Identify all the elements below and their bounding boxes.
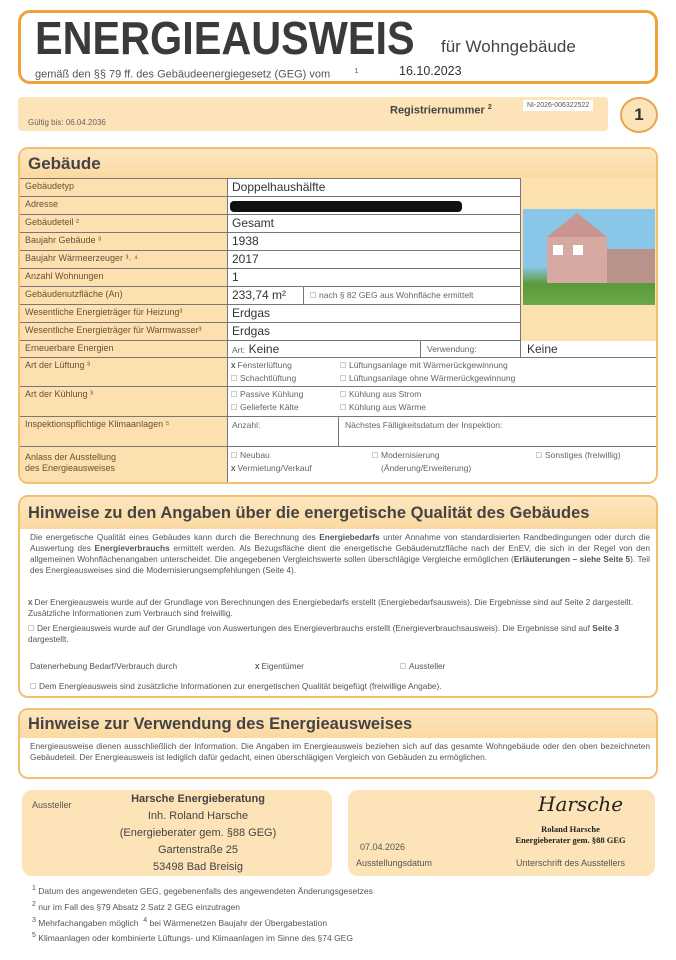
signature-label: Unterschrift des Ausstellers <box>515 858 626 868</box>
checkbox-option[interactable] <box>231 373 296 384</box>
option-text: Lüftungsanlage mit Wärmerückgewinnung <box>349 360 508 370</box>
checkbox-icon <box>340 362 346 368</box>
value-text: Erdgas <box>232 306 271 320</box>
cooling-row <box>20 386 656 416</box>
text: ). Teil des Energieausweises sind die Modernisierungsempfehlungen (Seite 4). <box>30 554 650 575</box>
checked-icon: x <box>28 597 33 607</box>
quality-hints-text <box>30 532 650 576</box>
usage-section <box>18 708 658 779</box>
row-label: Gebäudenutzfläche (An) <box>20 287 227 304</box>
footnote-ref: 2 <box>487 104 492 111</box>
issuer-street: Gartenstraße 25 <box>157 844 239 856</box>
option-text: Aussteller <box>409 661 446 671</box>
usage-heading: Hinweise zur Verwendung des Energieausweises <box>20 710 656 738</box>
option-text: Fensterlüftung <box>237 360 292 370</box>
option-text: Gelieferte Kälte <box>240 402 299 412</box>
checkbox-icon <box>28 625 34 631</box>
building-row <box>20 178 520 196</box>
option-demand-certificate[interactable] <box>28 597 648 619</box>
checkbox-icon <box>340 391 346 397</box>
law-text: gemäß den §§ 79 ff. des Gebäudeenergiegesetz (GEG) vom <box>35 68 331 81</box>
option-text: Der Energieausweis wurde auf der Grundlage von Berechnungen des Energiebedarfs erstellt (Energiebedarfsausweis). Die Ergebnisse sind auf Seite 2 dargestellt. Zusätzliche Informationen zum Verbrauch sind freiwillig. <box>28 597 634 618</box>
checkbox-option[interactable] <box>340 373 515 384</box>
option-text: Kühlung aus Strom <box>349 389 422 399</box>
checkbox-option[interactable] <box>536 450 621 461</box>
text: Die energetische Qualität eines Gebäudes kann durch die Berechnung des <box>30 532 320 542</box>
ac-row <box>20 416 656 446</box>
checkbox-option[interactable] <box>340 389 421 400</box>
checkbox-icon <box>372 452 378 458</box>
building-row <box>20 214 520 232</box>
reason-row <box>20 446 656 484</box>
checkbox-icon <box>231 452 237 458</box>
document-title: ENERGIEAUSWEIS <box>35 12 415 64</box>
signature-box <box>348 790 655 876</box>
use-value: Keine <box>520 341 656 357</box>
issue-date: 07.04.2026 <box>360 842 406 852</box>
checkbox-icon <box>231 391 237 397</box>
option-text: Dem Energieausweis sind zusätzliche Informationen zur energetischen Qualität beigefügt (freiwillige Angabe). <box>39 681 442 691</box>
law-date: 16.10.2023 <box>399 64 462 78</box>
row-label: Inspektionspflichtige Klimaanlagen ⁵ <box>20 417 227 446</box>
checkbox-icon <box>400 663 406 669</box>
row-label: Gebäudeteil ² <box>20 215 227 232</box>
checkbox-icon <box>536 452 542 458</box>
checkbox-icon <box>30 683 36 689</box>
checkbox-option[interactable] <box>372 450 440 461</box>
building-row <box>20 286 520 304</box>
row-label: Baujahr Wärmeerzeuger ³˒ ⁴ <box>20 251 227 268</box>
building-row <box>20 268 520 286</box>
footnote-text: bei Wärmenetzen Baujahr der Übergabestation <box>149 917 328 928</box>
footnotes <box>32 882 373 945</box>
checkbox-option[interactable] <box>231 463 312 474</box>
value-text: 1 <box>232 270 239 284</box>
stamp-name: Roland Harsche <box>541 824 600 834</box>
footnote-5: $^5$ Klimaanlagen oder kombinierte Lüftungs- und Klimaanlagen im Sinne des §74 GEG <box>32 932 353 944</box>
option-consumption-certificate[interactable] <box>28 623 648 645</box>
checkbox-icon <box>310 292 316 298</box>
data-collection-label: Datenerhebung Bedarf/Verbrauch durch <box>30 661 178 671</box>
option-owner[interactable] <box>255 661 304 672</box>
row-value <box>227 179 520 196</box>
row-label: Anzahl Wohnungen <box>20 269 227 286</box>
house-extension <box>607 249 655 283</box>
redacted-address <box>230 201 462 212</box>
checkbox-option[interactable] <box>340 402 426 413</box>
value-text: 2017 <box>232 252 259 266</box>
house-wall <box>547 237 607 283</box>
title-box <box>18 10 658 84</box>
valid-label: Gültig bis: <box>28 118 64 127</box>
option-text: Neubau <box>240 450 270 460</box>
value-text: Gesamt <box>232 216 275 230</box>
row-value <box>227 215 520 232</box>
issuer-address <box>84 791 312 876</box>
document-subtitle: für Wohngebäude <box>441 37 576 56</box>
row-label: Baujahr Gebäude ³ <box>20 233 227 250</box>
checkbox-option[interactable] <box>231 450 270 461</box>
ac-next-inspection: Nächstes Fälligkeitsdatum der Inspektion: <box>338 417 508 446</box>
option-text: dargestellt. <box>28 634 69 644</box>
checked-icon: x <box>231 360 236 370</box>
issuer-name: Harsche Energieberatung <box>131 793 265 805</box>
row-value <box>227 233 520 250</box>
checkbox-option[interactable] <box>231 360 292 371</box>
row-value <box>227 251 520 268</box>
footnote-3-4: $^3$ Mehrfachangaben möglich $^4$ bei Wärmenetzen Baujahr der Übergabestation <box>32 916 328 928</box>
valid-date: 06.04.2036 <box>65 118 106 127</box>
checked-icon: x <box>255 661 260 671</box>
option-text: Schachtlüftung <box>240 373 297 383</box>
registration-bar <box>18 97 608 131</box>
value-text: 233,74 m² <box>232 288 287 302</box>
usage-text: Energieausweise dienen ausschließlich der Information. Die Angaben im Energieausweis beziehen sich auf das gesamte Wohngebäude oder den oben bezeichneten Gebäudeteil. Der Energieausweis ist lediglich dafür gedacht, einen überschlägigen Vergleich von Gebäuden zu ermöglichen. <box>30 741 650 762</box>
note-text: nach § 82 GEG aus Wohnfläche ermittelt <box>319 290 474 300</box>
valid-until <box>28 118 106 128</box>
checkbox-option[interactable] <box>340 360 508 371</box>
ventilation-row <box>20 357 656 386</box>
issuer-city: 53498 Bad Breisig <box>153 861 243 873</box>
issue-date-label: Ausstellungsdatum <box>356 858 433 868</box>
building-row <box>20 196 520 214</box>
row-label: Adresse <box>20 197 227 214</box>
registration-number: NI-2026-006322522 <box>523 100 593 111</box>
building-row <box>20 232 520 250</box>
checked-icon: x <box>231 463 236 473</box>
value-text: Doppelhaushälfte <box>232 180 326 194</box>
option-issuer[interactable] <box>400 661 445 672</box>
quality-hints-section <box>18 495 658 698</box>
option-text: Kühlung aus Wärme <box>349 402 427 412</box>
row-value <box>227 305 520 322</box>
text: ermittelt werden. Als Bezugsfläche dient die energetische Gebäudenutzfläche nach der EnEV, die sich in der Regel von den allgemeinen Wohnflächenangaben unterscheidet. Die angegebenen Vergleichswerte sollen überschlägige Vergleiche ermöglichen ( <box>30 543 650 564</box>
footnote-text: Klimaanlagen oder kombinierte Lüftungs- und Klimaanlagen im Sinne des §74 GEG <box>38 933 353 944</box>
issuer-stamp <box>488 824 653 846</box>
window <box>553 245 563 255</box>
issuer-box <box>22 790 332 876</box>
option-text: Vermietung/Verkauf <box>237 463 312 473</box>
ac-count: Anzahl: <box>227 417 338 446</box>
footnote-text: nur im Fall des §79 Absatz 2 Satz 2 GEG einzutragen <box>38 901 241 912</box>
checkbox-icon <box>340 404 346 410</box>
window <box>573 245 583 255</box>
building-photo <box>523 209 655 305</box>
row-label: Wesentliche Energieträger für Warmwasser³ <box>20 323 227 340</box>
footnote-2: $^2$ nur im Fall des §79 Absatz 2 Satz 2 GEG einzutragen <box>32 900 241 912</box>
row-value <box>227 323 520 340</box>
stamp-qualification: Energieberater gem. §88 GEG <box>515 835 626 845</box>
footnote-1: $^1$ Datum des angewendeten GEG, gegebenenfalls des angewendeten Änderungsgesetzes <box>32 885 373 896</box>
page-number: 1 <box>620 97 658 133</box>
row-label <box>20 447 227 484</box>
option-text: Der Energieausweis wurde auf der Grundlage von Auswertungen des Energieverbrauchs erstellt (Energieverbrauchsausweis). Die Ergebnisse sind auf <box>37 623 593 633</box>
checkbox-option[interactable] <box>231 389 303 400</box>
registration-label-text: Registriernummer <box>390 104 485 117</box>
issuer-label: Aussteller <box>32 800 72 810</box>
house-roof <box>547 213 607 237</box>
building-section <box>18 147 658 484</box>
row-label: Gebäudetyp <box>20 179 227 196</box>
signature: Harsche <box>538 792 624 816</box>
art-value: Keine <box>248 342 280 356</box>
building-heading: Gebäude <box>20 149 656 178</box>
row-label: Art der Kühlung ³ <box>20 387 227 416</box>
value-text: 1938 <box>232 234 259 248</box>
row-label: Wesentliche Energieträger für Heizung³ <box>20 305 227 322</box>
value-text: Erdgas <box>232 324 271 338</box>
footnote-ref: 1 <box>354 68 359 75</box>
text-bold: Energieverbrauchs <box>94 543 170 553</box>
option-text: Lüftungsanlage ohne Wärmerückgewinnung <box>349 373 516 383</box>
footnote-text: Datum des angewendeten GEG, gegebenenfalls des angewendeten Änderungsgesetzes <box>38 885 373 896</box>
checkbox-option[interactable] <box>231 402 299 413</box>
label-line: Anlass der Ausstellung <box>25 452 117 462</box>
option-text: Modernisierung <box>381 450 440 460</box>
building-row <box>20 304 520 322</box>
option-extra-info[interactable] <box>30 681 442 692</box>
law-reference <box>35 65 359 82</box>
issuer-qualification: (Energieberater gem. §88 GEG) <box>119 827 277 839</box>
area-note[interactable] <box>303 287 520 304</box>
option-text: Sonstiges (freiwillig) <box>545 450 621 460</box>
building-row <box>20 250 520 268</box>
quality-hints-heading: Hinweise zu den Angaben über die energetische Qualität des Gebäudes <box>20 497 656 529</box>
use-label: Verwendung: <box>420 341 483 357</box>
option-text: Eigentümer <box>261 661 304 671</box>
checkbox-icon <box>231 404 237 410</box>
building-row <box>20 322 520 340</box>
photo-column <box>520 178 656 341</box>
text-bold: Energiebedarfs <box>319 532 380 542</box>
issuer-owner: Inh. Roland Harsche <box>147 810 249 822</box>
text: unter Annahme von standardisierten Randbedingungen oder durch die Auswertung des <box>30 532 650 553</box>
row-label: Art der Lüftung ³ <box>20 358 227 386</box>
row-value <box>227 269 520 286</box>
art-label: Art: <box>232 345 246 355</box>
registration-label <box>390 101 492 118</box>
footnote-text: Mehrfachangaben möglich <box>38 917 139 928</box>
text-bold: Erläuterungen – siehe Seite 5 <box>513 554 631 564</box>
checkbox-icon <box>340 375 346 381</box>
renewables-row <box>20 340 656 357</box>
label-line: des Energieausweises <box>25 463 116 473</box>
text-bold: Seite 3 <box>592 623 620 633</box>
option-text: (Änderung/Erweiterung) <box>381 463 472 473</box>
checkbox-icon <box>231 375 237 381</box>
option-text: Passive Kühlung <box>240 389 304 399</box>
row-label: Erneuerbare Energien <box>20 341 227 357</box>
